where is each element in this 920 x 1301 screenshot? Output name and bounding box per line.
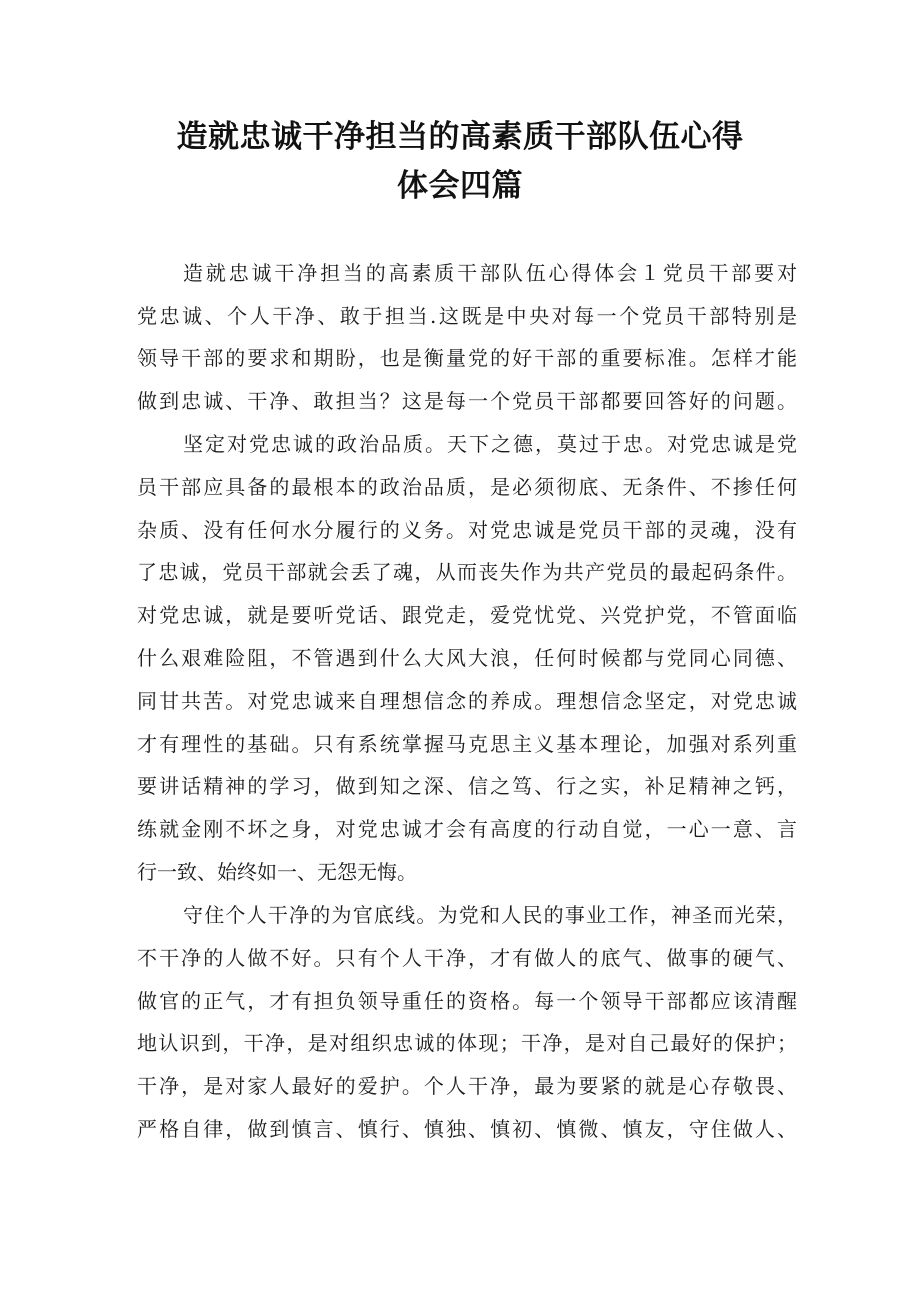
body-line: 坚定对党忠诚的政治品质。天下之德，莫过于忠。对党忠诚是党 bbox=[183, 432, 797, 456]
document-title-line-2: 体会四篇 bbox=[397, 168, 523, 204]
body-line: 才有理性的基础。只有系统掌握马克思主义基本理论，加强对系列重 bbox=[137, 732, 797, 756]
body-line: 地认识到，干净，是对组织忠诚的体现；干净，是对自己最好的保护； bbox=[137, 1031, 797, 1055]
body-line: 严格自律，做到慎言、慎行、慎独、慎初、慎微、慎友，守住做人、 bbox=[137, 1117, 797, 1141]
body-line: 同甘共苦。对党忠诚来自理想信念的养成。理想信念坚定，对党忠诚 bbox=[137, 689, 797, 713]
body-line: 要讲话精神的学习，做到知之深、信之笃、行之实，补足精神之钙， bbox=[137, 774, 797, 798]
body-line: 造就忠诚干净担当的高素质干部队伍心得体会１党员干部要对 bbox=[183, 261, 797, 285]
body-line: 做到忠诚、干净、敢担当？这是每一个党员干部都要回答好的问题。 bbox=[137, 389, 797, 413]
body-line: 领导干部的要求和期盼，也是衡量党的好干部的重要标准。怎样才能 bbox=[137, 346, 797, 370]
body-line: 守住个人干净的为官底线。为党和人民的事业工作，神圣而光荣， bbox=[183, 903, 797, 927]
body-line: 员干部应具备的最根本的政治品质，是必须彻底、无条件、不掺任何 bbox=[137, 475, 797, 499]
body-line: 不干净的人做不好。只有个人干净，才有做人的底气、做事的硬气、 bbox=[137, 946, 797, 970]
body-line: 练就金刚不坏之身，对党忠诚才会有高度的行动自觉，一心一意、言 bbox=[137, 817, 797, 841]
body-line: 了忠诚，党员干部就会丢了魂，从而丧失作为共产党员的最起码条件。 bbox=[137, 560, 797, 584]
body-line: 什么艰难险阻，不管遇到什么大风大浪，任何时候都与党同心同德、 bbox=[137, 646, 797, 670]
document-title-line-1: 造就忠诚干净担当的高素质干部队伍心得 bbox=[176, 119, 744, 155]
body-line: 行一致、始终如一、无怨无悔。 bbox=[137, 860, 417, 884]
body-line: 干净，是对家人最好的爱护。个人干净，最为要紧的就是心存敬畏、 bbox=[137, 1074, 797, 1098]
body-line: 杂质、没有任何水分履行的义务。对党忠诚是党员干部的灵魂，没有 bbox=[137, 518, 797, 542]
body-line: 对党忠诚，就是要听党话、跟党走，爱党忧党、兴党护党，不管面临 bbox=[137, 603, 797, 627]
body-line: 党忠诚、个人干净、敢于担当.这既是中央对每一个党员干部特别是 bbox=[137, 304, 797, 328]
body-line: 做官的正气，才有担负领导重任的资格。每一个领导干部都应该清醒 bbox=[137, 989, 797, 1013]
